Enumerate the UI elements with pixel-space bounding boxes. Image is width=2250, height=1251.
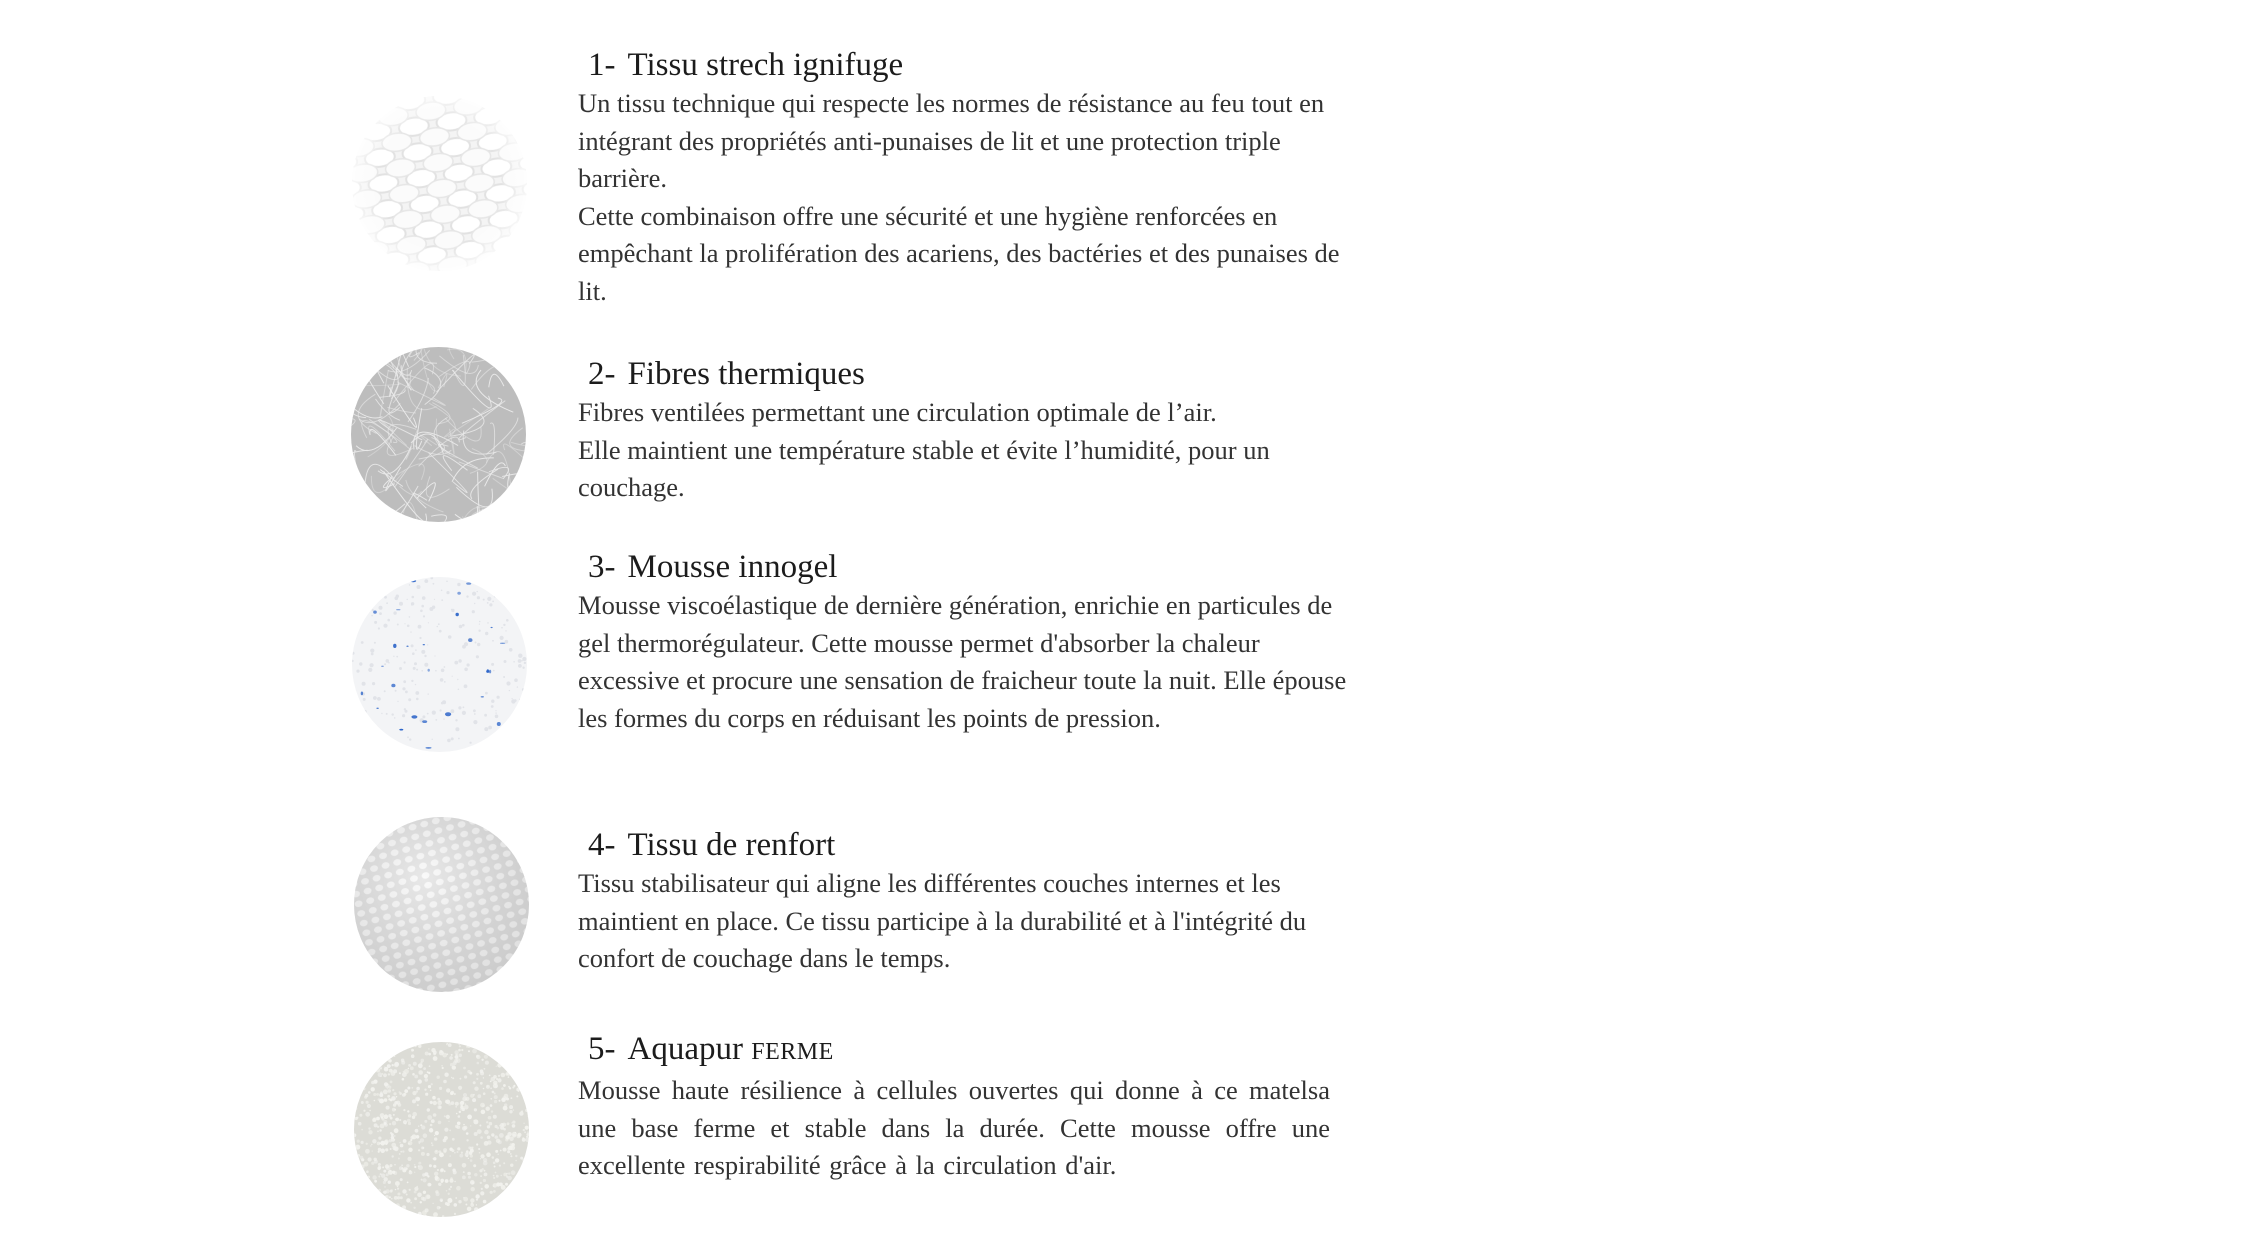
- layer-description: [578, 865, 1358, 978]
- description-paragraph: Cette combinaison offre une sécurité et une hygiène renforcées en empêchant la prolifération des acariens, des bactéries et des punaises de lit.: [578, 200, 1340, 306]
- gel-foam-swatch-icon: [352, 577, 527, 752]
- description-paragraph: Fibres ventilées permettant une circulation optimale de l’air.: [578, 397, 1217, 427]
- layer-description: [578, 1072, 1330, 1185]
- layer-heading: [588, 354, 1358, 394]
- layer-section-5: [578, 1029, 1358, 1185]
- layer-number: 3-: [588, 549, 616, 585]
- layer-section-2: [578, 354, 1358, 507]
- woven-fabric-swatch-icon: [352, 96, 527, 271]
- layer-title: Fibres thermiques: [627, 356, 865, 392]
- layer-title-suffix: FERME: [751, 1039, 834, 1065]
- layer-description: [578, 85, 1358, 311]
- layer-number: 4-: [588, 827, 616, 863]
- layer-description: [578, 394, 1358, 507]
- description-paragraph: Mousse viscoélastique de dernière génération, enrichie en particules de gel thermorégulateur. Cette mousse permet d'absorber la chaleur excessive et procure une sensation de fraicheur toute la nuit. Elle épouse les formes du corps en réduisant les points de pression.: [578, 590, 1347, 733]
- layer-title: Tissu de renfort: [627, 827, 836, 863]
- layer-section-4: [578, 825, 1358, 978]
- layer-number: 1-: [588, 47, 616, 83]
- layer-section-3: [578, 547, 1358, 737]
- mesh-fabric-swatch-icon: [354, 817, 529, 992]
- description-paragraph: Elle maintient une température stable et évite l’humidité, pour un couchage.: [578, 434, 1270, 503]
- layer-heading: [588, 1029, 1358, 1072]
- layer-title: Aquapur: [627, 1031, 743, 1067]
- description-paragraph: Tissu stabilisateur qui aligne les différentes couches internes et les maintient en place. Ce tissu participe à la durabilité et à l'intégrité du confort de couchage dans le temps.: [578, 868, 1307, 974]
- layer-number: 2-: [588, 356, 616, 392]
- layer-number: 5-: [588, 1031, 616, 1067]
- layer-heading: [588, 547, 1358, 587]
- layer-section-1: [578, 45, 1358, 311]
- layer-title: Tissu strech ignifuge: [627, 47, 904, 83]
- description-paragraph: Mousse haute résilience à cellules ouvertes qui donne à ce matelsa une base ferme et stable dans la durée. Cette mousse offre une excellente respirabilité grâce à la circulation d'air.: [578, 1075, 1330, 1181]
- open-cell-foam-swatch-icon: [354, 1042, 529, 1217]
- layer-heading: [588, 45, 1358, 85]
- description-paragraph: Un tissu technique qui respecte les normes de résistance au feu tout en intégrant des propriétés anti-punaises de lit et une protection triple barrière.: [578, 88, 1325, 194]
- thermal-fiber-swatch-icon: [351, 347, 526, 522]
- layer-heading: [588, 825, 1358, 865]
- layer-title: Mousse innogel: [627, 549, 838, 585]
- layer-description: [578, 587, 1358, 737]
